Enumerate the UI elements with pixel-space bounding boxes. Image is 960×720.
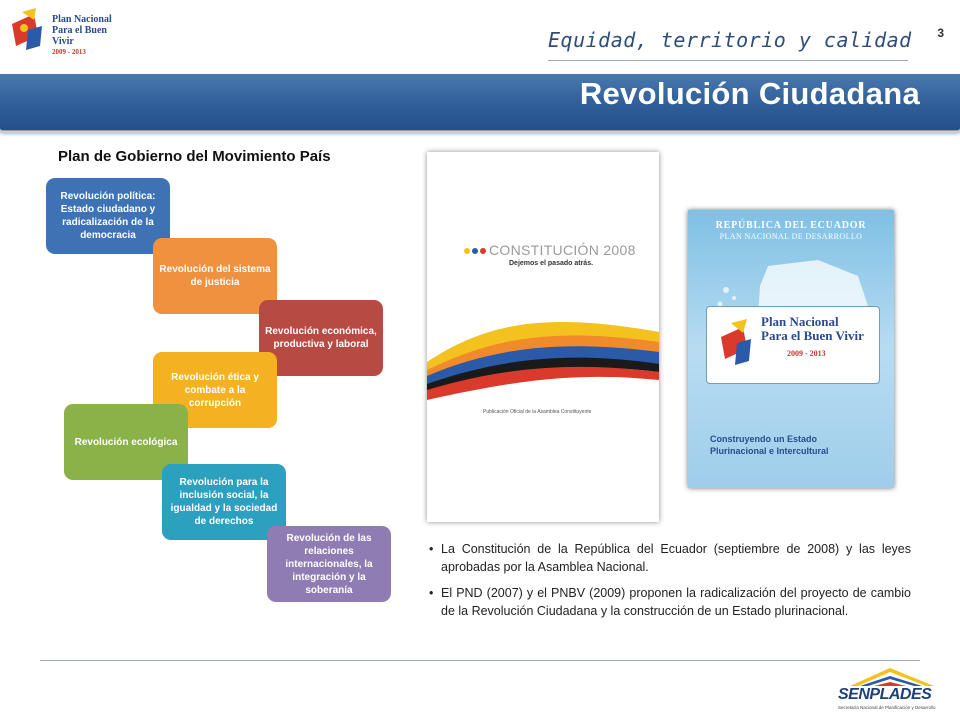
bullet-text: El PND (2007) y el PNBV (2009) proponen la radicalización del proyecto de cambio de la Revolución Ciudadana y la construcción de un Estado plurinacional. <box>441 586 911 618</box>
logo-emblem-icon <box>8 6 48 56</box>
pnd-logo-line2: Para el Buen Vivir <box>761 328 864 343</box>
revolution-label: Revolución de las relaciones internacionales, la integración y la soberanía <box>285 532 373 596</box>
bullet-text: La Constitución de la República del Ecuador (septiembre de 2008) y las leyes aprobadas por la Asamblea Nacional. <box>441 542 911 574</box>
page-title: Revolución Ciudadana <box>579 76 920 111</box>
plan-nacional-logo <box>8 6 120 58</box>
constitution-cover-image <box>427 152 659 522</box>
senplades-logo <box>830 664 942 716</box>
revolution-box-inclusion <box>162 464 286 540</box>
constitution-title: CONSTITUCIÓN 2008 <box>489 242 636 258</box>
constitution-publisher: Publicación Oficial de la Asamblea Constituyente <box>483 409 592 415</box>
pnd-caption-line2: Plurinacional e Intercultural <box>710 446 829 456</box>
section-subtitle: Plan de Gobierno del Movimiento País <box>58 148 331 165</box>
senplades-name: SENPLADES <box>838 686 932 703</box>
bullet-item <box>427 540 911 576</box>
logo-line2: Para el Buen Vivir <box>52 25 107 47</box>
pnd-logo-card <box>706 306 880 384</box>
revolution-label: Revolución ecológica <box>74 436 178 448</box>
top-divider <box>548 60 908 61</box>
banner-underline <box>0 131 960 133</box>
tagline: Equidad, territorio y calidad <box>548 28 912 52</box>
revolution-box-internacionales <box>267 526 391 602</box>
logo-years: 2009 - 2013 <box>52 48 86 56</box>
pnd-logo-line1: Plan Nacional <box>761 314 839 329</box>
page-number: 3 <box>937 26 944 40</box>
revolution-box-justicia <box>153 238 277 314</box>
revolution-label: Revolución del sistema de justicia <box>159 264 271 288</box>
logo-text <box>52 14 120 58</box>
pnd-logo-years: 2009 - 2013 <box>787 349 826 358</box>
senplades-fullname: Secretaría Nacional de Planificación y Desarrollo <box>838 705 936 710</box>
bottom-divider <box>40 660 920 661</box>
pnd-cover-heading: REPÚBLICA DEL ECUADOR <box>715 220 867 231</box>
constitution-slogan: Dejemos el pasado atrás. <box>509 260 594 267</box>
bullet-dot-icon: • <box>429 586 434 600</box>
pnd-cover-subheading: PLAN NACIONAL DE DESARROLLO <box>719 232 863 241</box>
revolution-label: Revolución para la inclusión social, la igualdad y la sociedad de derechos <box>170 477 278 527</box>
bullet-list <box>427 540 911 628</box>
revolution-box-economica <box>259 300 383 376</box>
revolution-box-politica <box>46 178 170 254</box>
pnd-logo-title <box>761 315 864 343</box>
pnd-emblem-icon <box>717 317 757 373</box>
flag-waves-graphic <box>427 312 659 402</box>
tricolor-dots-icon <box>463 247 489 255</box>
pnd-caption-line1: Construyendo un Estado <box>710 434 818 444</box>
pnd-cover-image <box>688 210 894 488</box>
logo-line1: Plan Nacional <box>52 14 112 25</box>
bullet-item <box>427 584 911 620</box>
revolution-label: Revolución ética y combate a la corrupción <box>171 371 259 409</box>
bullet-dot-icon: • <box>429 542 434 556</box>
revolution-label: Revolución económica, productiva y laboral <box>265 326 377 350</box>
revolution-label: Revolución política: Estado ciudadano y radicalización de la democracia <box>60 191 156 241</box>
